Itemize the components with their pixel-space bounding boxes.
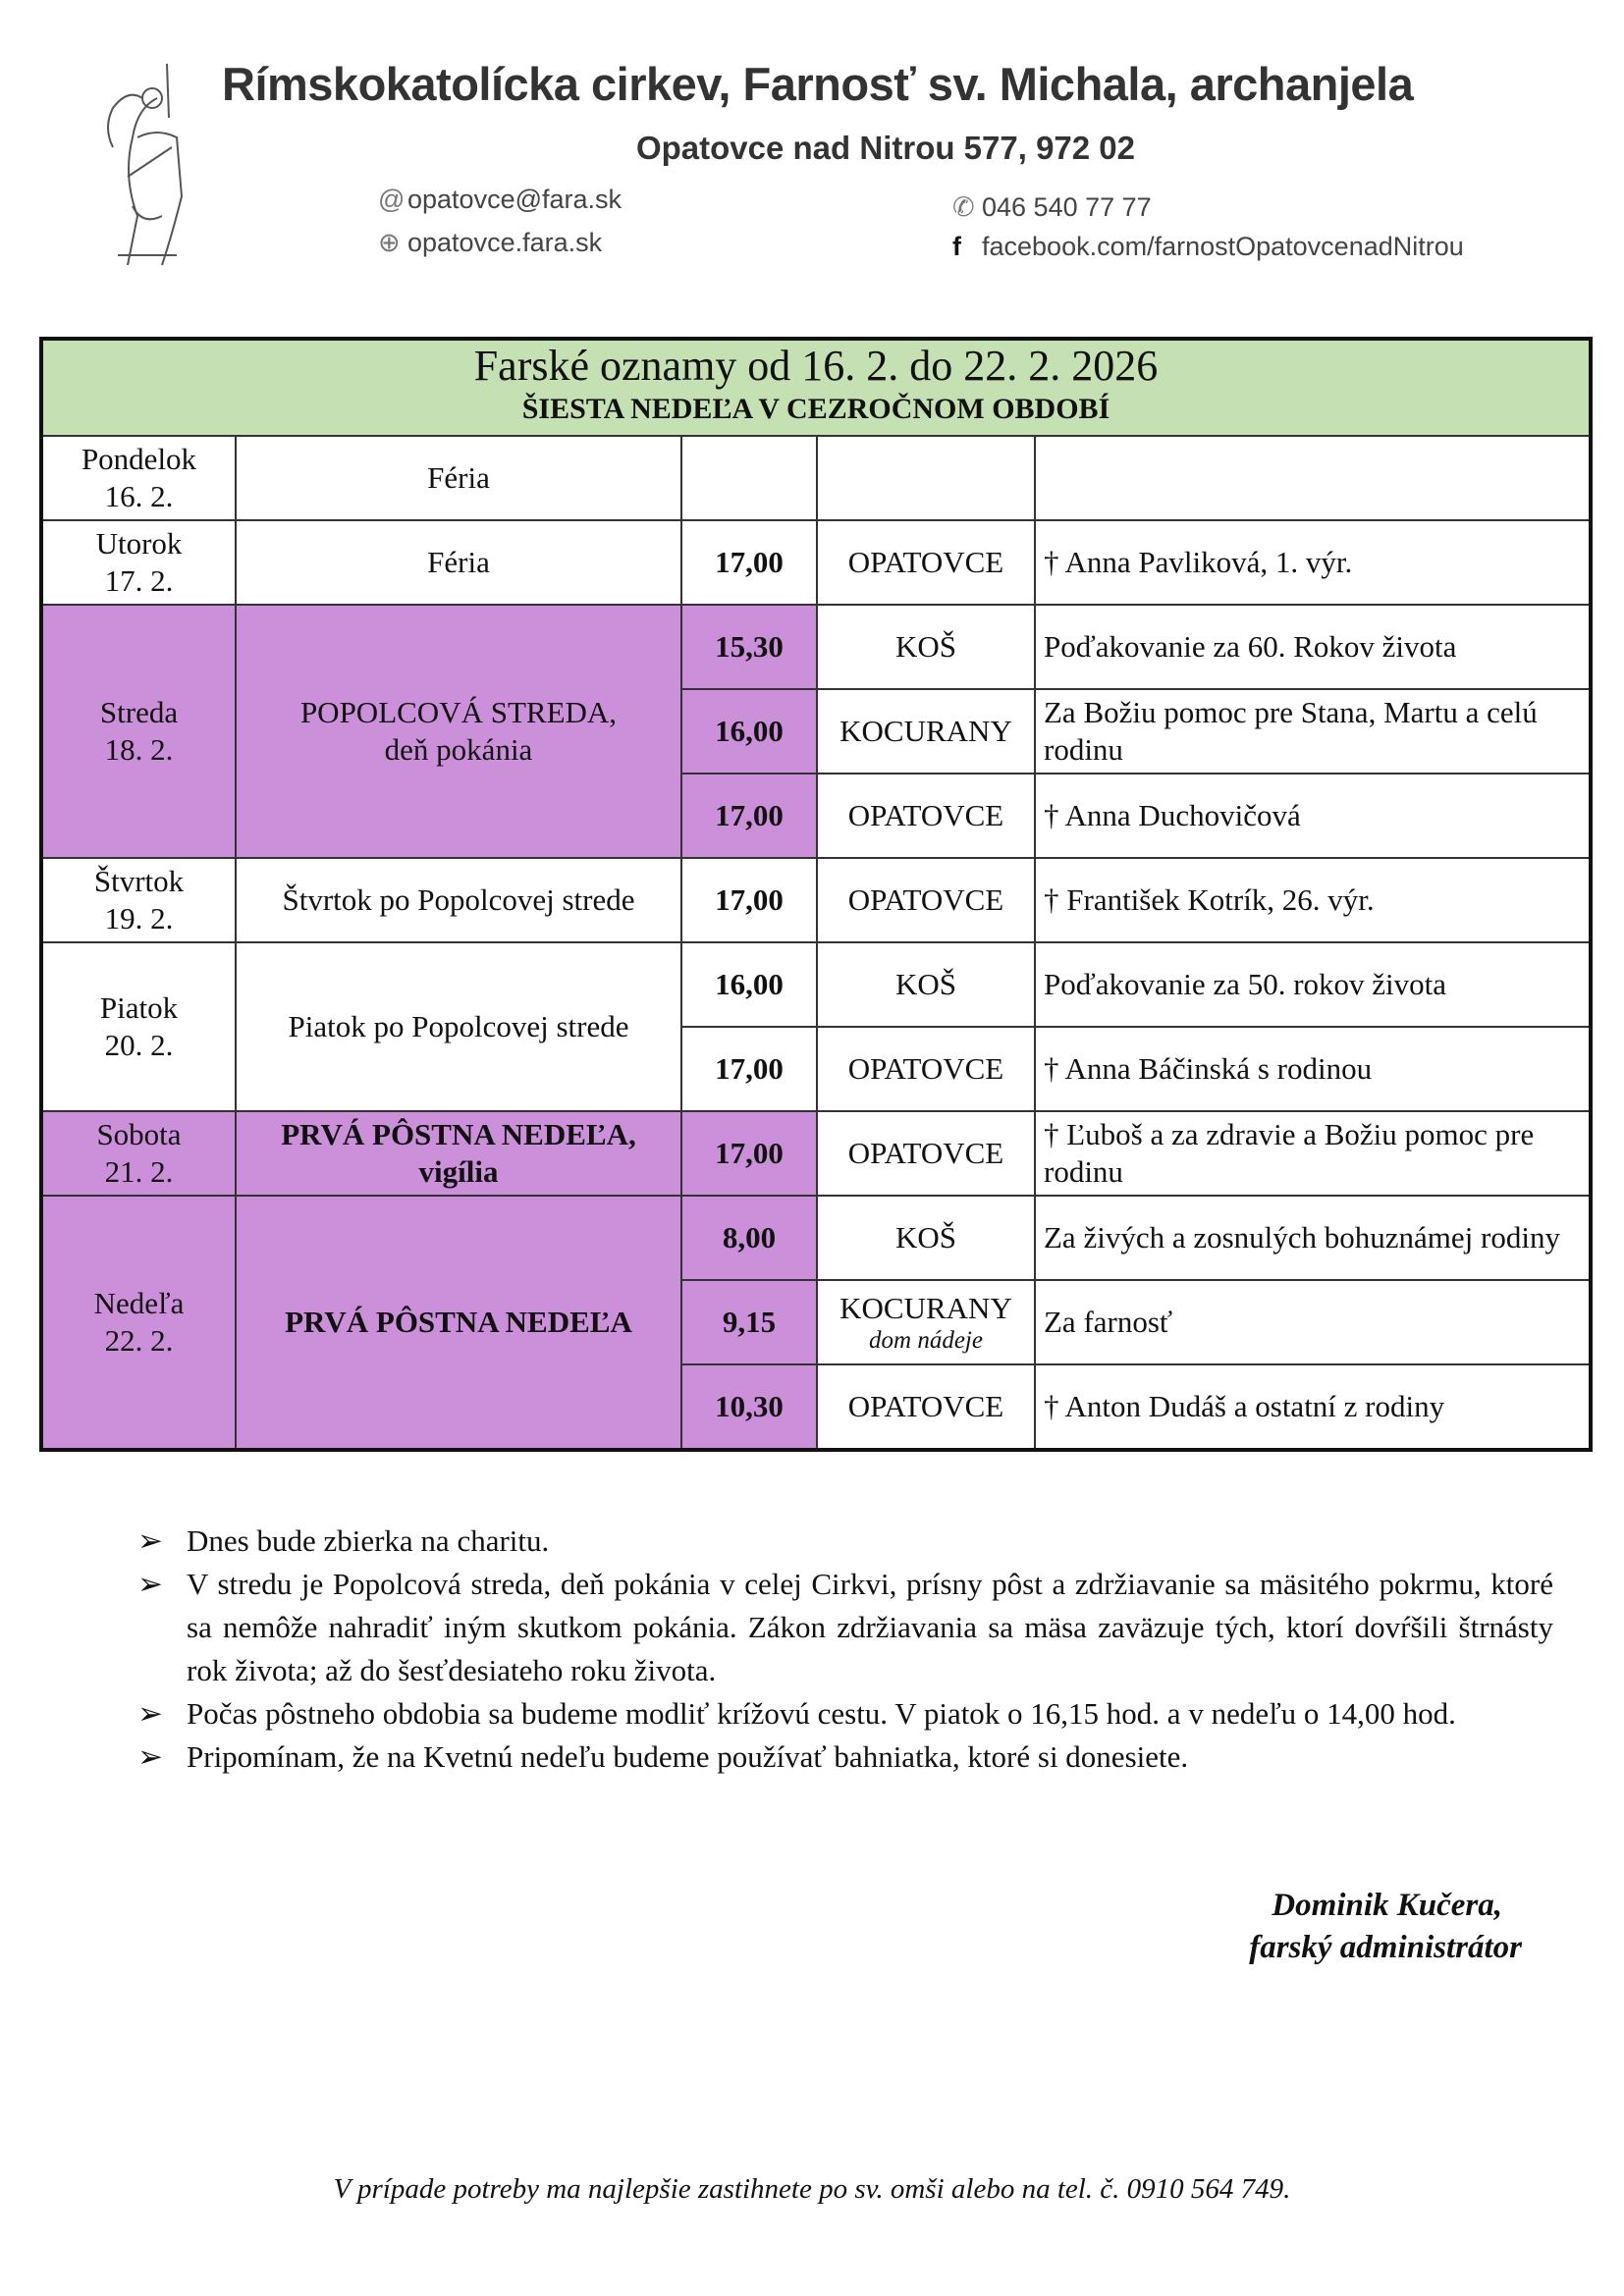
feast-cell: Piatok po Popolcovej strede bbox=[236, 942, 681, 1111]
arrow-bullet-icon: ➢ bbox=[137, 1739, 163, 1774]
day-date: 17. 2. bbox=[104, 563, 174, 598]
intention-cell: † Anna Duchovičová bbox=[1035, 774, 1591, 858]
time-cell: 17,00 bbox=[681, 1027, 817, 1111]
day-name: Štvrtok bbox=[93, 864, 185, 898]
globe-icon: ⊕ bbox=[378, 228, 401, 257]
place-cell: KOŠ bbox=[817, 942, 1035, 1027]
intention-cell: Za živých a zosnulých bohuznámej rodiny bbox=[1035, 1196, 1591, 1280]
day-cell bbox=[41, 1196, 236, 1450]
feast-cell: PRVÁ PÔSTNA NEDEĽA bbox=[236, 1196, 681, 1450]
feast-cell: Féria bbox=[236, 436, 681, 520]
time-cell: 17,00 bbox=[681, 774, 817, 858]
day-name: Pondelok bbox=[81, 442, 197, 476]
table-row bbox=[41, 1196, 1591, 1280]
intention-cell: Za Božiu pomoc pre Stana, Martu a celú rodinu bbox=[1035, 689, 1591, 774]
day-cell bbox=[41, 858, 236, 942]
table-subtitle: ŠIESTA NEDEĽA V CEZROČNOM OBDOBÍ bbox=[521, 393, 1110, 425]
notice-item bbox=[137, 1563, 1553, 1692]
feast-note: vigília bbox=[418, 1154, 499, 1189]
footer-note: V prípade potreby ma najlepšie zastihnete po sv. omši alebo na tel. č. 0910 564 749. bbox=[333, 2173, 1291, 2205]
phone-number: 046 540 77 77 bbox=[982, 192, 1152, 222]
intention-cell: † Anton Dudáš a ostatní z rodiny bbox=[1035, 1364, 1591, 1450]
day-date: 21. 2. bbox=[104, 1154, 174, 1189]
day-date: 18. 2. bbox=[104, 732, 174, 767]
time-cell: 8,00 bbox=[681, 1196, 817, 1280]
day-date: 22. 2. bbox=[104, 1323, 174, 1358]
day-cell bbox=[41, 605, 236, 858]
intention-cell: † Anna Báčinská s rodinou bbox=[1035, 1027, 1591, 1111]
time-cell: 17,00 bbox=[681, 1111, 817, 1196]
table-row bbox=[41, 520, 1591, 605]
facebook-link[interactable]: facebook.com/farnostOpatovcenadNitrou bbox=[982, 232, 1464, 261]
day-name: Streda bbox=[99, 695, 179, 729]
place-cell: KOŠ bbox=[817, 605, 1035, 689]
notice-item bbox=[137, 1735, 1553, 1779]
feast-cell: Féria bbox=[236, 520, 681, 605]
feast-cell bbox=[236, 1111, 681, 1196]
table-row bbox=[41, 605, 1591, 689]
place-cell: OPATOVCE bbox=[817, 858, 1035, 942]
announcements-table bbox=[39, 337, 1593, 1452]
place-cell: OPATOVCE bbox=[817, 774, 1035, 858]
place-name: KOCURANY bbox=[839, 1291, 1012, 1325]
signature bbox=[1249, 1885, 1522, 1969]
signature-role: farský administrátor bbox=[1249, 1930, 1522, 1965]
parish-title: Rímskokatolícka cirkev, Farnosť sv. Michala, archanjela bbox=[222, 58, 1414, 110]
feast-name: POPOLCOVÁ STREDA, bbox=[299, 695, 618, 729]
notice-item bbox=[137, 1692, 1553, 1735]
notice-text: Počas pôstneho obdobia sa budeme modliť krížovú cestu. V piatok o 16,15 hod. a v nedeľu o 14,00 hod. bbox=[187, 1696, 1456, 1731]
notices-list bbox=[137, 1520, 1553, 1779]
day-date: 19. 2. bbox=[104, 901, 174, 935]
arrow-bullet-icon: ➢ bbox=[137, 1696, 163, 1731]
intention-cell: † Ľuboš a za zdravie a Božiu pomoc pre rodinu bbox=[1035, 1111, 1591, 1196]
day-cell bbox=[41, 436, 236, 520]
day-date: 16. 2. bbox=[104, 479, 174, 513]
facebook-icon: f bbox=[952, 232, 961, 261]
notice-text: Dnes bude zbierka na charitu. bbox=[187, 1523, 550, 1558]
place-cell: OPATOVCE bbox=[817, 520, 1035, 605]
arrow-bullet-icon: ➢ bbox=[137, 1523, 163, 1558]
place-cell: KOCURANY bbox=[817, 689, 1035, 774]
intention-cell: † Anna Pavliková, 1. výr. bbox=[1035, 520, 1591, 605]
intention-cell: Za farnosť bbox=[1035, 1280, 1591, 1364]
time-cell bbox=[681, 436, 817, 520]
place-cell: OPATOVCE bbox=[817, 1364, 1035, 1450]
place-cell bbox=[817, 1280, 1035, 1364]
place-cell: OPATOVCE bbox=[817, 1111, 1035, 1196]
intention-cell: Poďakovanie za 60. Rokov života bbox=[1035, 605, 1591, 689]
place-cell: OPATOVCE bbox=[817, 1027, 1035, 1111]
time-cell: 17,00 bbox=[681, 520, 817, 605]
day-name: Nedeľa bbox=[93, 1286, 185, 1320]
day-name: Piatok bbox=[99, 990, 179, 1025]
feast-cell: Štvrtok po Popolcovej strede bbox=[236, 858, 681, 942]
intention-cell: Poďakovanie za 50. rokov života bbox=[1035, 942, 1591, 1027]
time-cell: 15,30 bbox=[681, 605, 817, 689]
notice-text: V stredu je Popolcová streda, deň pokánia v celej Cirkvi, prísny pôst a zdržiavanie sa mäsitého pokrmu, ktoré sa nemôže nahradiť iným skutkom pokánia. Zákon zdržiavania sa mäsa zaväzuje tých, ktorí dovŕšili štrnásty rok života; až do šesťdesiateho roku života. bbox=[187, 1567, 1553, 1687]
day-name: Sobota bbox=[96, 1117, 182, 1151]
place-note: dom nádeje bbox=[869, 1327, 983, 1354]
feast-note: deň pokánia bbox=[384, 732, 533, 767]
notice-item bbox=[137, 1520, 1553, 1563]
table-row bbox=[41, 1111, 1591, 1196]
time-cell: 16,00 bbox=[681, 689, 817, 774]
email-link[interactable]: opatovce@fara.sk bbox=[407, 185, 623, 214]
parish-address: Opatovce nad Nitrou 577, 972 02 bbox=[635, 130, 1136, 166]
day-date: 20. 2. bbox=[104, 1028, 174, 1062]
at-icon: @ bbox=[378, 185, 406, 214]
day-cell bbox=[41, 942, 236, 1111]
feast-name: PRVÁ PÔSTNA NEDEĽA, bbox=[281, 1117, 636, 1151]
day-cell bbox=[41, 1111, 236, 1196]
arrow-bullet-icon: ➢ bbox=[137, 1567, 163, 1601]
table-row bbox=[41, 436, 1591, 520]
phone-icon: ✆ bbox=[952, 192, 975, 222]
notice-text: Pripomínam, že na Kvetnú nedeľu budeme používať bahniatka, ktoré si donesiete. bbox=[187, 1739, 1189, 1774]
web-link[interactable]: opatovce.fara.sk bbox=[407, 228, 603, 257]
time-cell: 16,00 bbox=[681, 942, 817, 1027]
signature-name: Dominik Kučera, bbox=[1272, 1888, 1502, 1923]
feast-cell bbox=[236, 605, 681, 858]
time-cell: 10,30 bbox=[681, 1364, 817, 1450]
place-cell: KOŠ bbox=[817, 1196, 1035, 1280]
table-row bbox=[41, 942, 1591, 1027]
time-cell: 17,00 bbox=[681, 858, 817, 942]
intention-cell bbox=[1035, 436, 1591, 520]
table-title: Farské oznamy od 16. 2. do 22. 2. 2026 bbox=[473, 342, 1159, 390]
place-cell bbox=[817, 436, 1035, 520]
intention-cell: † František Kotrík, 26. výr. bbox=[1035, 858, 1591, 942]
table-row bbox=[41, 858, 1591, 942]
table-header bbox=[41, 339, 1591, 436]
archangel-logo-icon bbox=[98, 59, 196, 275]
day-name: Utorok bbox=[95, 526, 183, 561]
day-cell bbox=[41, 520, 236, 605]
time-cell: 9,15 bbox=[681, 1280, 817, 1364]
